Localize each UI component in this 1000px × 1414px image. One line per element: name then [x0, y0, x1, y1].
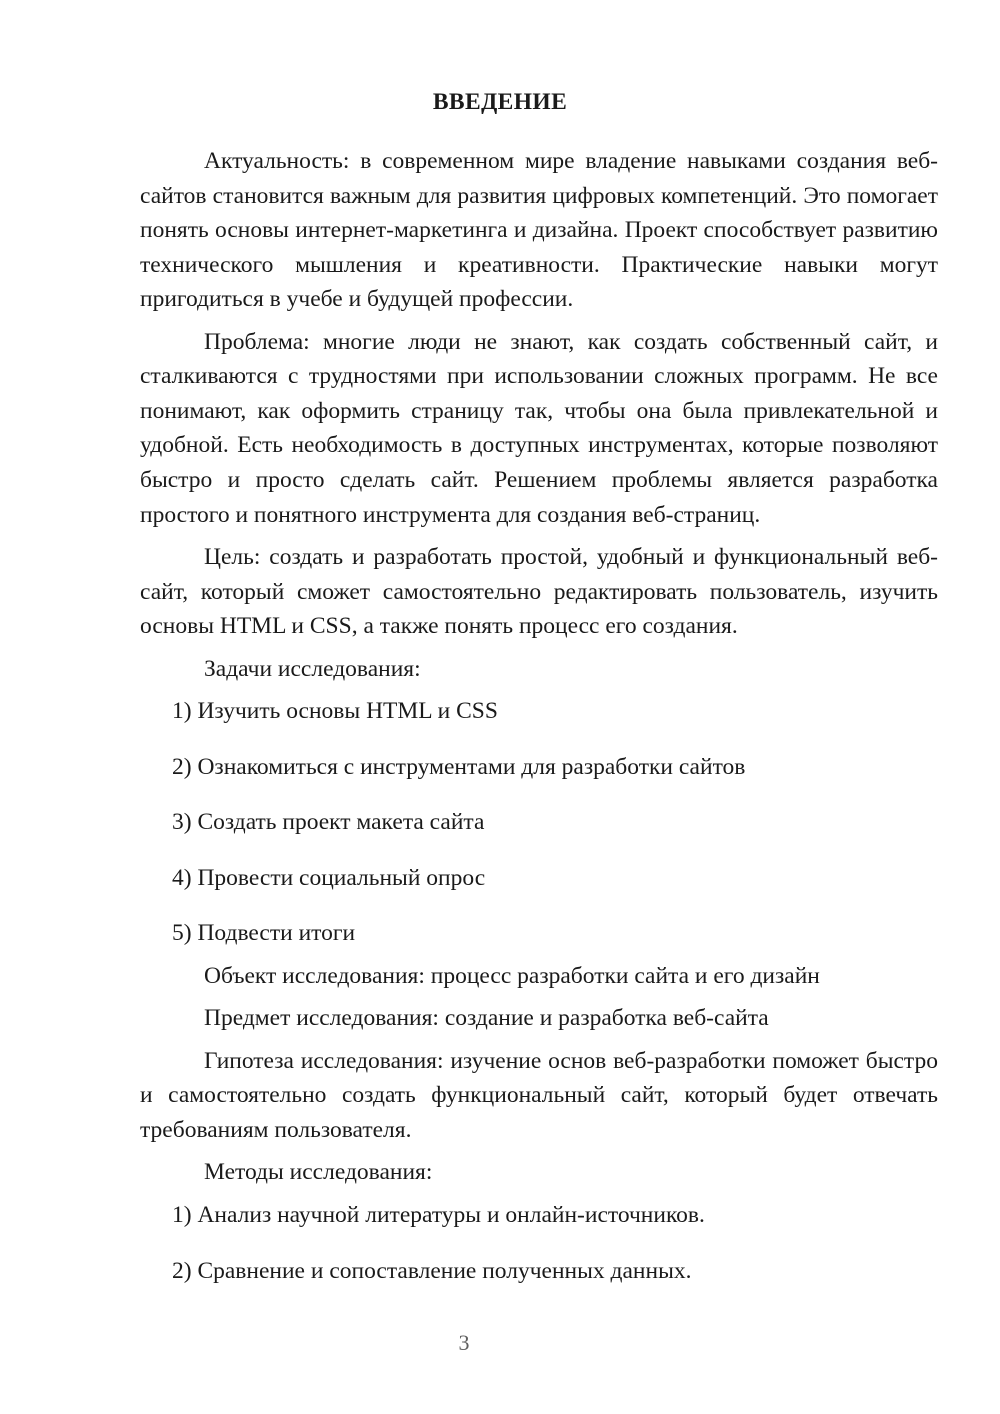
- list-item: 2) Ознакомиться с инструментами для разработки сайтов: [172, 753, 746, 780]
- paragraph-object: Объект исследования: процесс разработки сайта и его дизайн: [204, 962, 820, 989]
- page-title: ВВЕДЕНИЕ: [432, 89, 568, 115]
- tasks-label: Задачи исследования:: [204, 655, 421, 682]
- paragraph-hypothesis: Гипотеза исследования: изучение основ веб-разработки поможет быстро и самостоятельно создать функциональный сайт, который будет отвечать требованиям пользователя.: [140, 1047, 938, 1143]
- list-item: 2) Сравнение и сопоставление полученных данных.: [172, 1257, 692, 1284]
- list-item: 3) Создать проект макета сайта: [172, 809, 485, 836]
- paragraph-goal: Цель: создать и разработать простой, удобный и функциональный веб-сайт, который сможет самостоятельно редактировать пользователь, изучить основы HTML и CSS, а также понять процесс его создания.: [140, 544, 938, 640]
- paragraph-problem: Проблема: многие люди не знают, как создать собственный сайт, и сталкиваются с трудностями при использовании сложных программ. Не все понимают, как оформить страницу так, чтобы она была привлекательной и удобной. Есть необходимость в доступных инструментах, которые позволяют быстро и просто сделать сайт. Решением проблемы является разработка простого и понятного инструмента для создания веб-страниц.: [140, 328, 938, 528]
- list-item: 1) Изучить основы HTML и CSS: [172, 698, 498, 725]
- list-item: 5) Подвести итоги: [172, 920, 356, 947]
- list-item: 4) Провести социальный опрос: [172, 864, 486, 891]
- page-number: 3: [458, 1330, 470, 1355]
- document-body: [140, 144, 938, 1288]
- list-item: 1) Анализ научной литературы и онлайн-источников.: [172, 1202, 705, 1228]
- methods-list: [140, 1198, 938, 1288]
- paragraph-relevance: Актуальность: в современном мире владение навыками создания веб-сайтов становится важным для развития цифровых компетенций. Это помогает понять основы интернет-маркетинга и дизайна. Проект способствует развитию технического мышления и креативности. Практические навыки могут пригодиться в учебе и будущей профессии.: [140, 148, 938, 313]
- tasks-list: [140, 694, 938, 951]
- paragraph-subject: Предмет исследования: создание и разработка веб-сайта: [204, 1005, 769, 1032]
- methods-label: Методы исследования:: [204, 1159, 433, 1186]
